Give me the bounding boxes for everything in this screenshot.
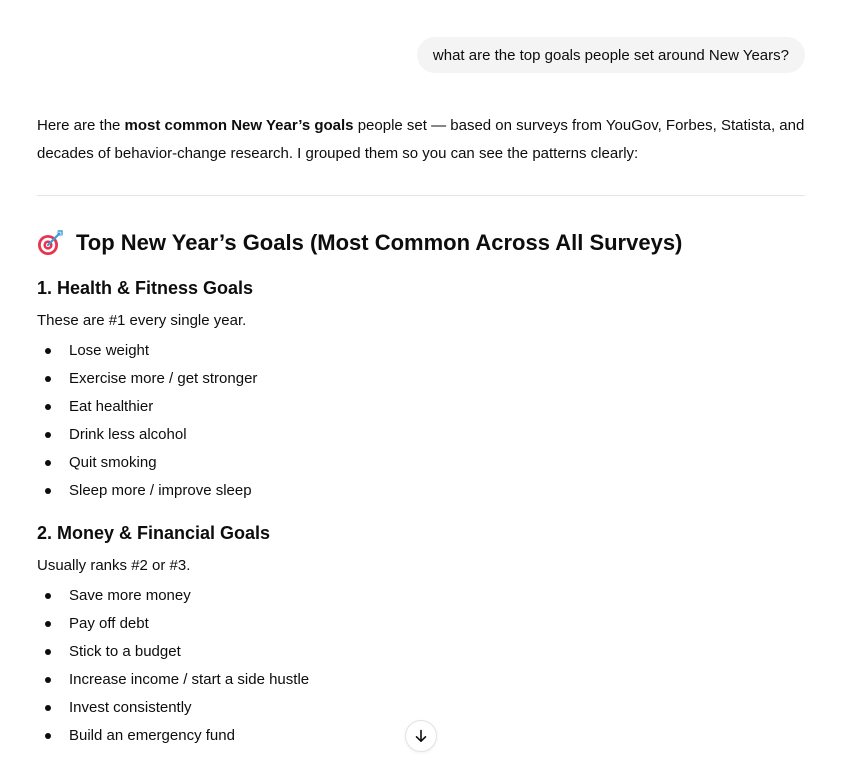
list-item-text: Sleep more / improve sleep bbox=[69, 482, 252, 499]
bullet-icon bbox=[45, 460, 51, 466]
intro-bold: most common New Year’s goals bbox=[124, 117, 354, 134]
bullet-icon bbox=[45, 376, 51, 382]
bullet-icon bbox=[45, 348, 51, 354]
section-title: 1. Health & Fitness Goals bbox=[37, 278, 254, 298]
user-message-bubble bbox=[417, 37, 805, 73]
section-note: These are #1 every single year. bbox=[37, 312, 247, 329]
bullet-icon bbox=[45, 733, 51, 739]
bullet-icon bbox=[45, 705, 51, 711]
response-intro bbox=[37, 112, 805, 168]
bullet-icon bbox=[45, 649, 51, 655]
list-item-text: Increase income / start a side hustle bbox=[69, 671, 310, 688]
user-message-text: what are the top goals people set around New Years? bbox=[432, 46, 789, 64]
arrow-down-icon bbox=[413, 728, 429, 744]
goal-section-health bbox=[37, 274, 805, 505]
list-item bbox=[37, 610, 805, 638]
list-item-text: Save more money bbox=[69, 587, 191, 604]
list-item-text: Pay off debt bbox=[69, 615, 149, 632]
list-item-text: Lose weight bbox=[69, 342, 150, 359]
list-item-text: Invest consistently bbox=[69, 699, 192, 716]
goal-section-money bbox=[37, 519, 805, 750]
main-heading bbox=[37, 226, 805, 260]
section-title: 2. Money & Financial Goals bbox=[37, 523, 271, 543]
list-item bbox=[37, 694, 805, 722]
list-item bbox=[37, 582, 805, 610]
scroll-to-bottom-button[interactable] bbox=[405, 720, 437, 752]
list-item-text: Drink less alcohol bbox=[69, 426, 187, 443]
list-item-text: Build an emergency fund bbox=[69, 727, 235, 744]
intro-prefix: Here are the bbox=[37, 117, 125, 134]
list-item bbox=[37, 365, 805, 393]
list-item-text: Exercise more / get stronger bbox=[69, 370, 258, 387]
bullet-icon bbox=[45, 621, 51, 627]
list-item bbox=[37, 449, 805, 477]
bullet-icon bbox=[45, 677, 51, 683]
list-item bbox=[37, 421, 805, 449]
list-item-text: Eat healthier bbox=[69, 398, 154, 415]
list-item bbox=[37, 393, 805, 421]
list-item bbox=[37, 477, 805, 505]
section-divider bbox=[37, 195, 805, 196]
bullet-icon bbox=[45, 404, 51, 410]
list-item-text: Stick to a budget bbox=[69, 643, 181, 660]
bullet-icon bbox=[45, 488, 51, 494]
list-item bbox=[37, 638, 805, 666]
direct-hit-target-icon bbox=[37, 230, 63, 256]
list-item-text: Quit smoking bbox=[69, 454, 157, 471]
bullet-icon bbox=[45, 432, 51, 438]
bullet-icon bbox=[45, 593, 51, 599]
list-item bbox=[37, 666, 805, 694]
section-note: Usually ranks #2 or #3. bbox=[37, 557, 191, 574]
intro-suffix: people set — based on surveys from YouGov, Forbes, Statista, and decades of behavior-change research. I grouped them so you can see the patterns clearly: bbox=[37, 117, 805, 162]
assistant-response bbox=[37, 112, 805, 750]
main-heading-text: Top New Year’s Goals (Most Common Across All Surveys) bbox=[76, 230, 683, 255]
list-item bbox=[37, 337, 805, 365]
goal-list bbox=[37, 337, 805, 505]
